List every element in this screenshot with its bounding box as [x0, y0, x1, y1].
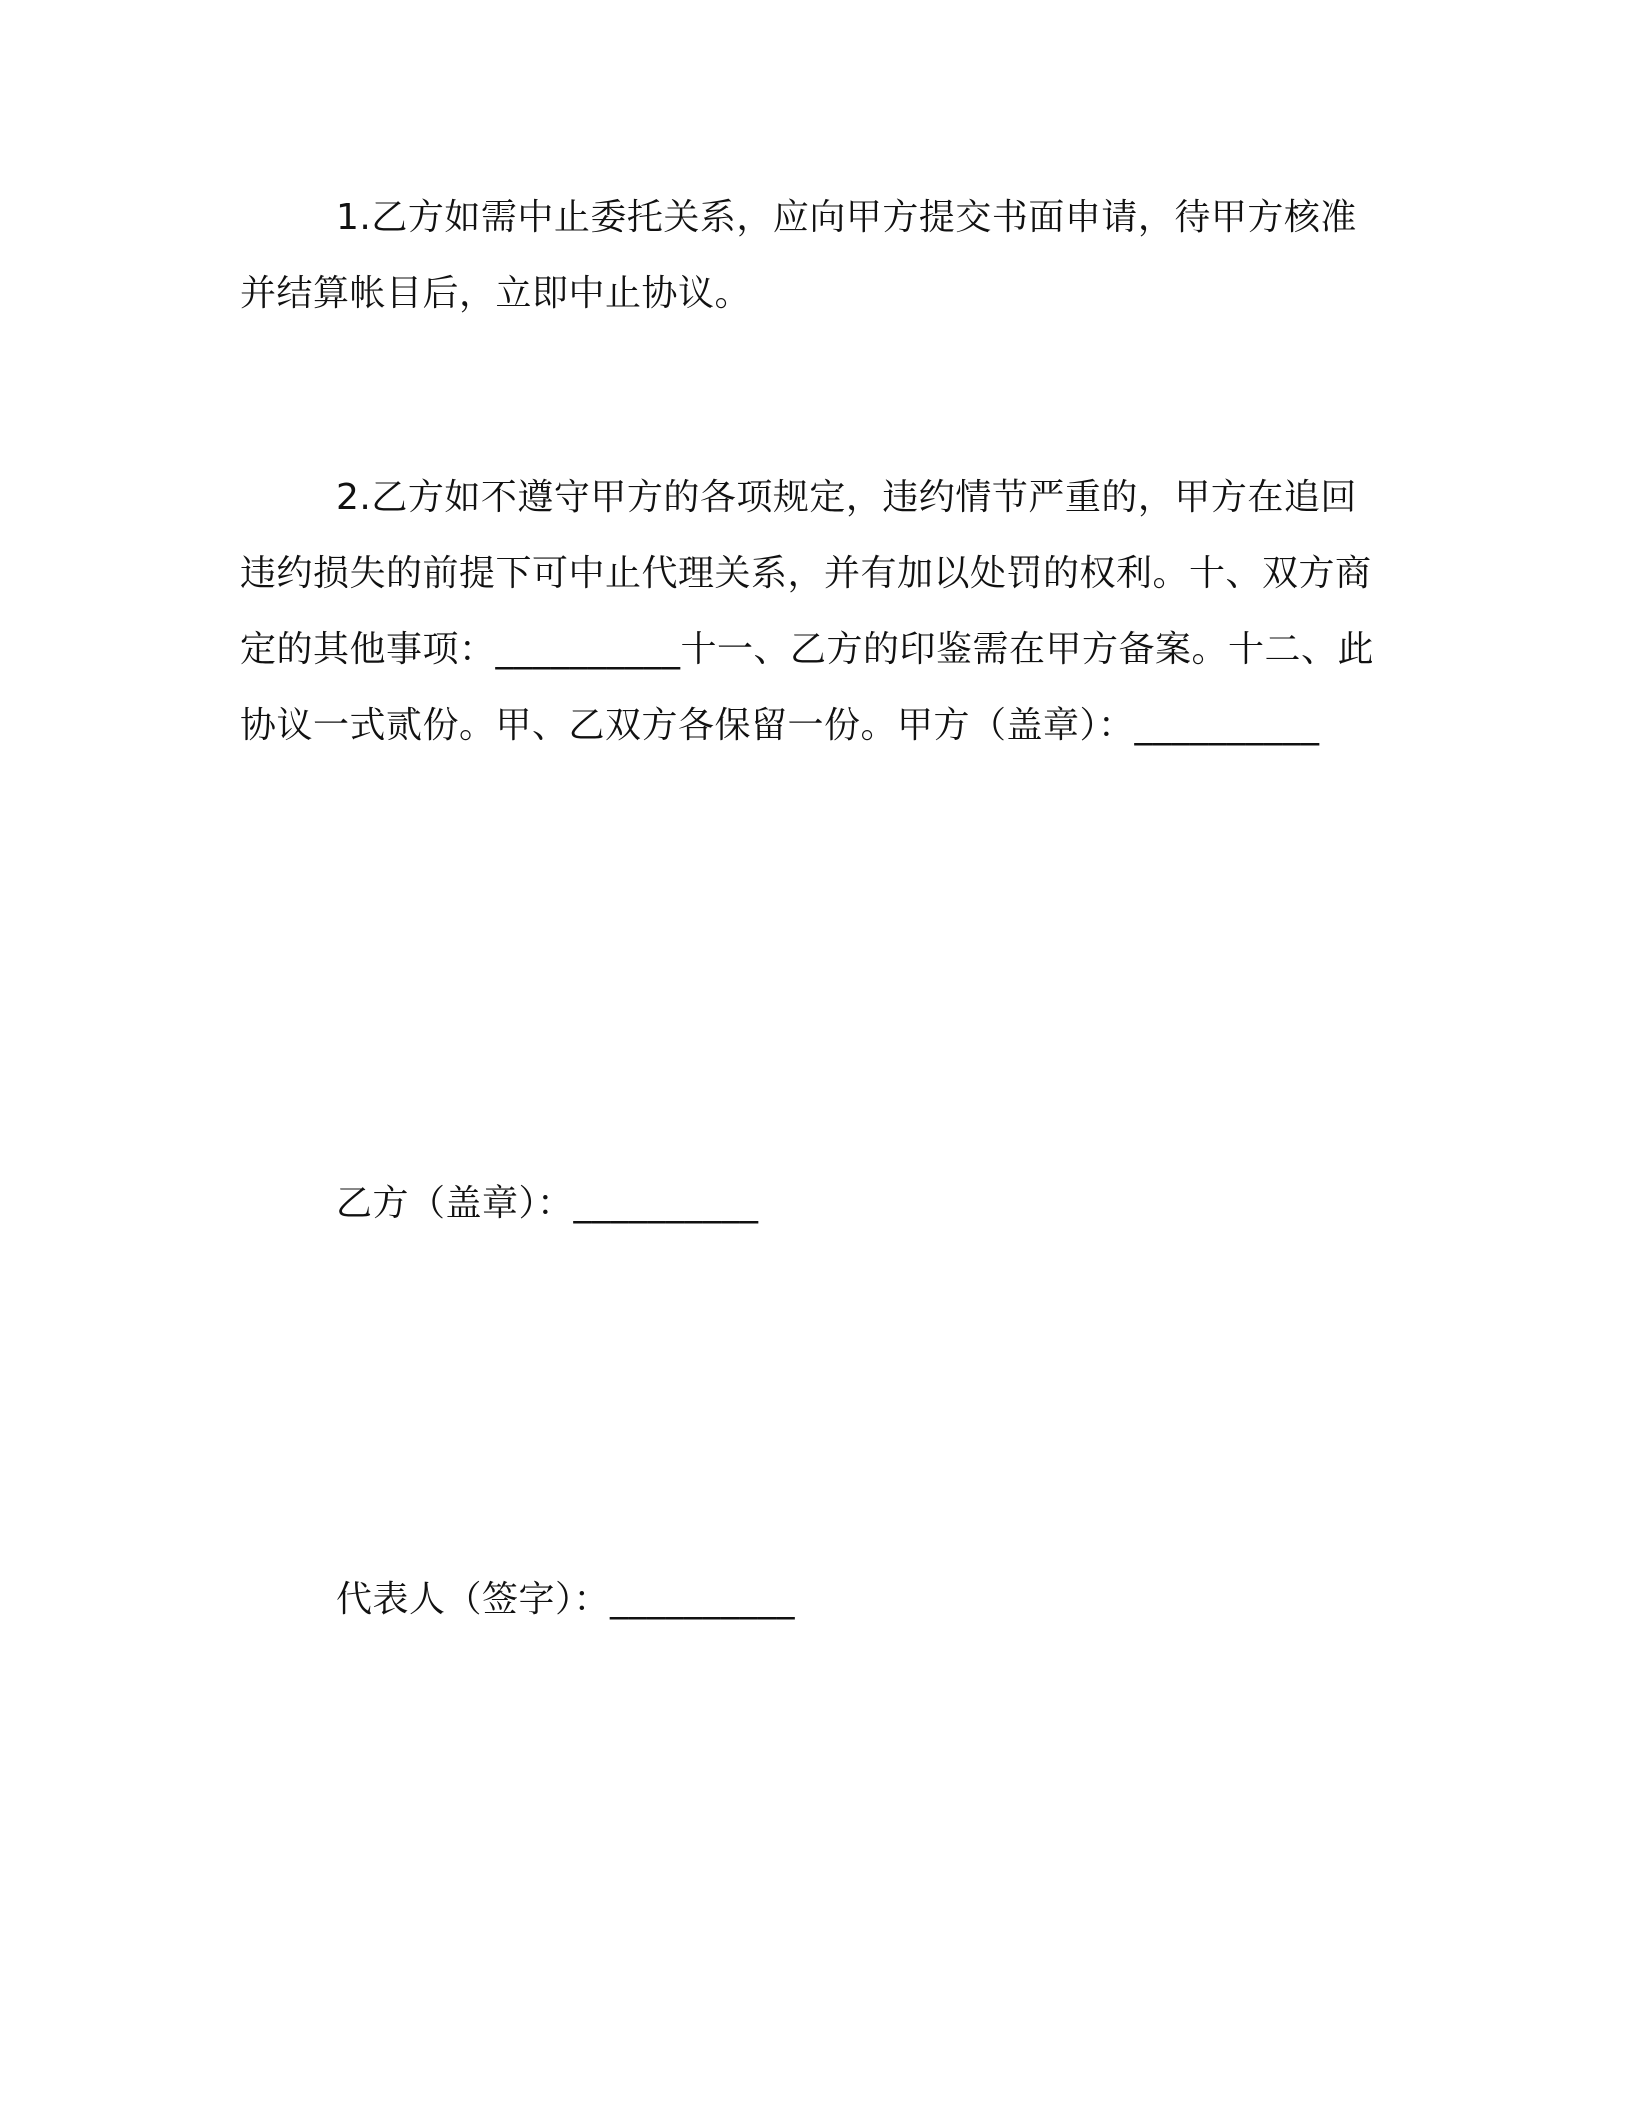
clause-violation-and-terms: 2.乙方如不遵守甲方的各项规定，违约情节严重的，甲方在追回违约损失的前提下可中止代理关系，并有加以处罚的权利。十、双方商定的其他事项：__________十一、乙方的印鉴需在甲方备案。十二、此协议一式贰份。甲、乙双方各保留一份。甲方（盖章）：__________ [240, 477, 1375, 746]
clause-termination-request: 1.乙方如需中止委托关系，应向甲方提交书面申请，待甲方核准并结算帐目后，立即中止协议。 [240, 197, 1357, 314]
party-b-seal-line: 乙方（盖章）：__________ [336, 1183, 759, 1224]
representative-signature-line: 代表人（签字）：__________ [336, 1579, 796, 1620]
